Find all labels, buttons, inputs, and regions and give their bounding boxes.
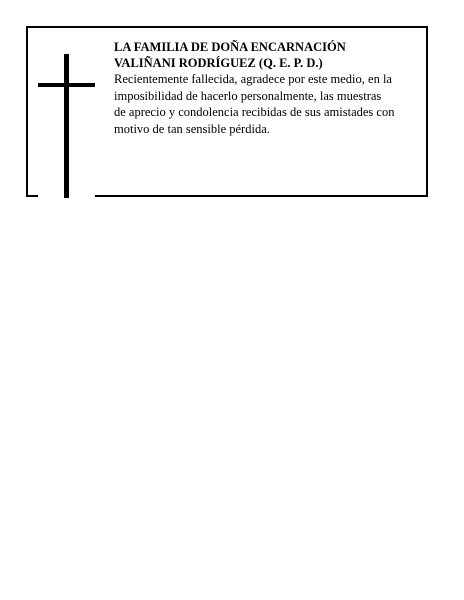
cross-vertical-bar xyxy=(64,54,69,198)
notice-body-line: imposibilidad de hacerlo personalmente, las muestras xyxy=(114,88,382,103)
notice-body-line: Recientemente fallecida, agradece por este medio, en la xyxy=(114,72,392,86)
notice-body-line: de aprecio y condolencia recibidas de sus amistades con xyxy=(114,105,395,119)
notice-body-line: motivo de tan sensible pérdida. xyxy=(114,121,270,136)
obituary-notice xyxy=(26,26,428,197)
cross-horizontal-bar xyxy=(38,83,95,87)
notice-title-line: LA FAMILIA DE DOÑA ENCARNACIÓN xyxy=(114,40,346,54)
notice-title-line: VALIÑANI RODRÍGUEZ (Q. E. P. D.) xyxy=(114,56,323,70)
notice-text xyxy=(114,39,426,137)
